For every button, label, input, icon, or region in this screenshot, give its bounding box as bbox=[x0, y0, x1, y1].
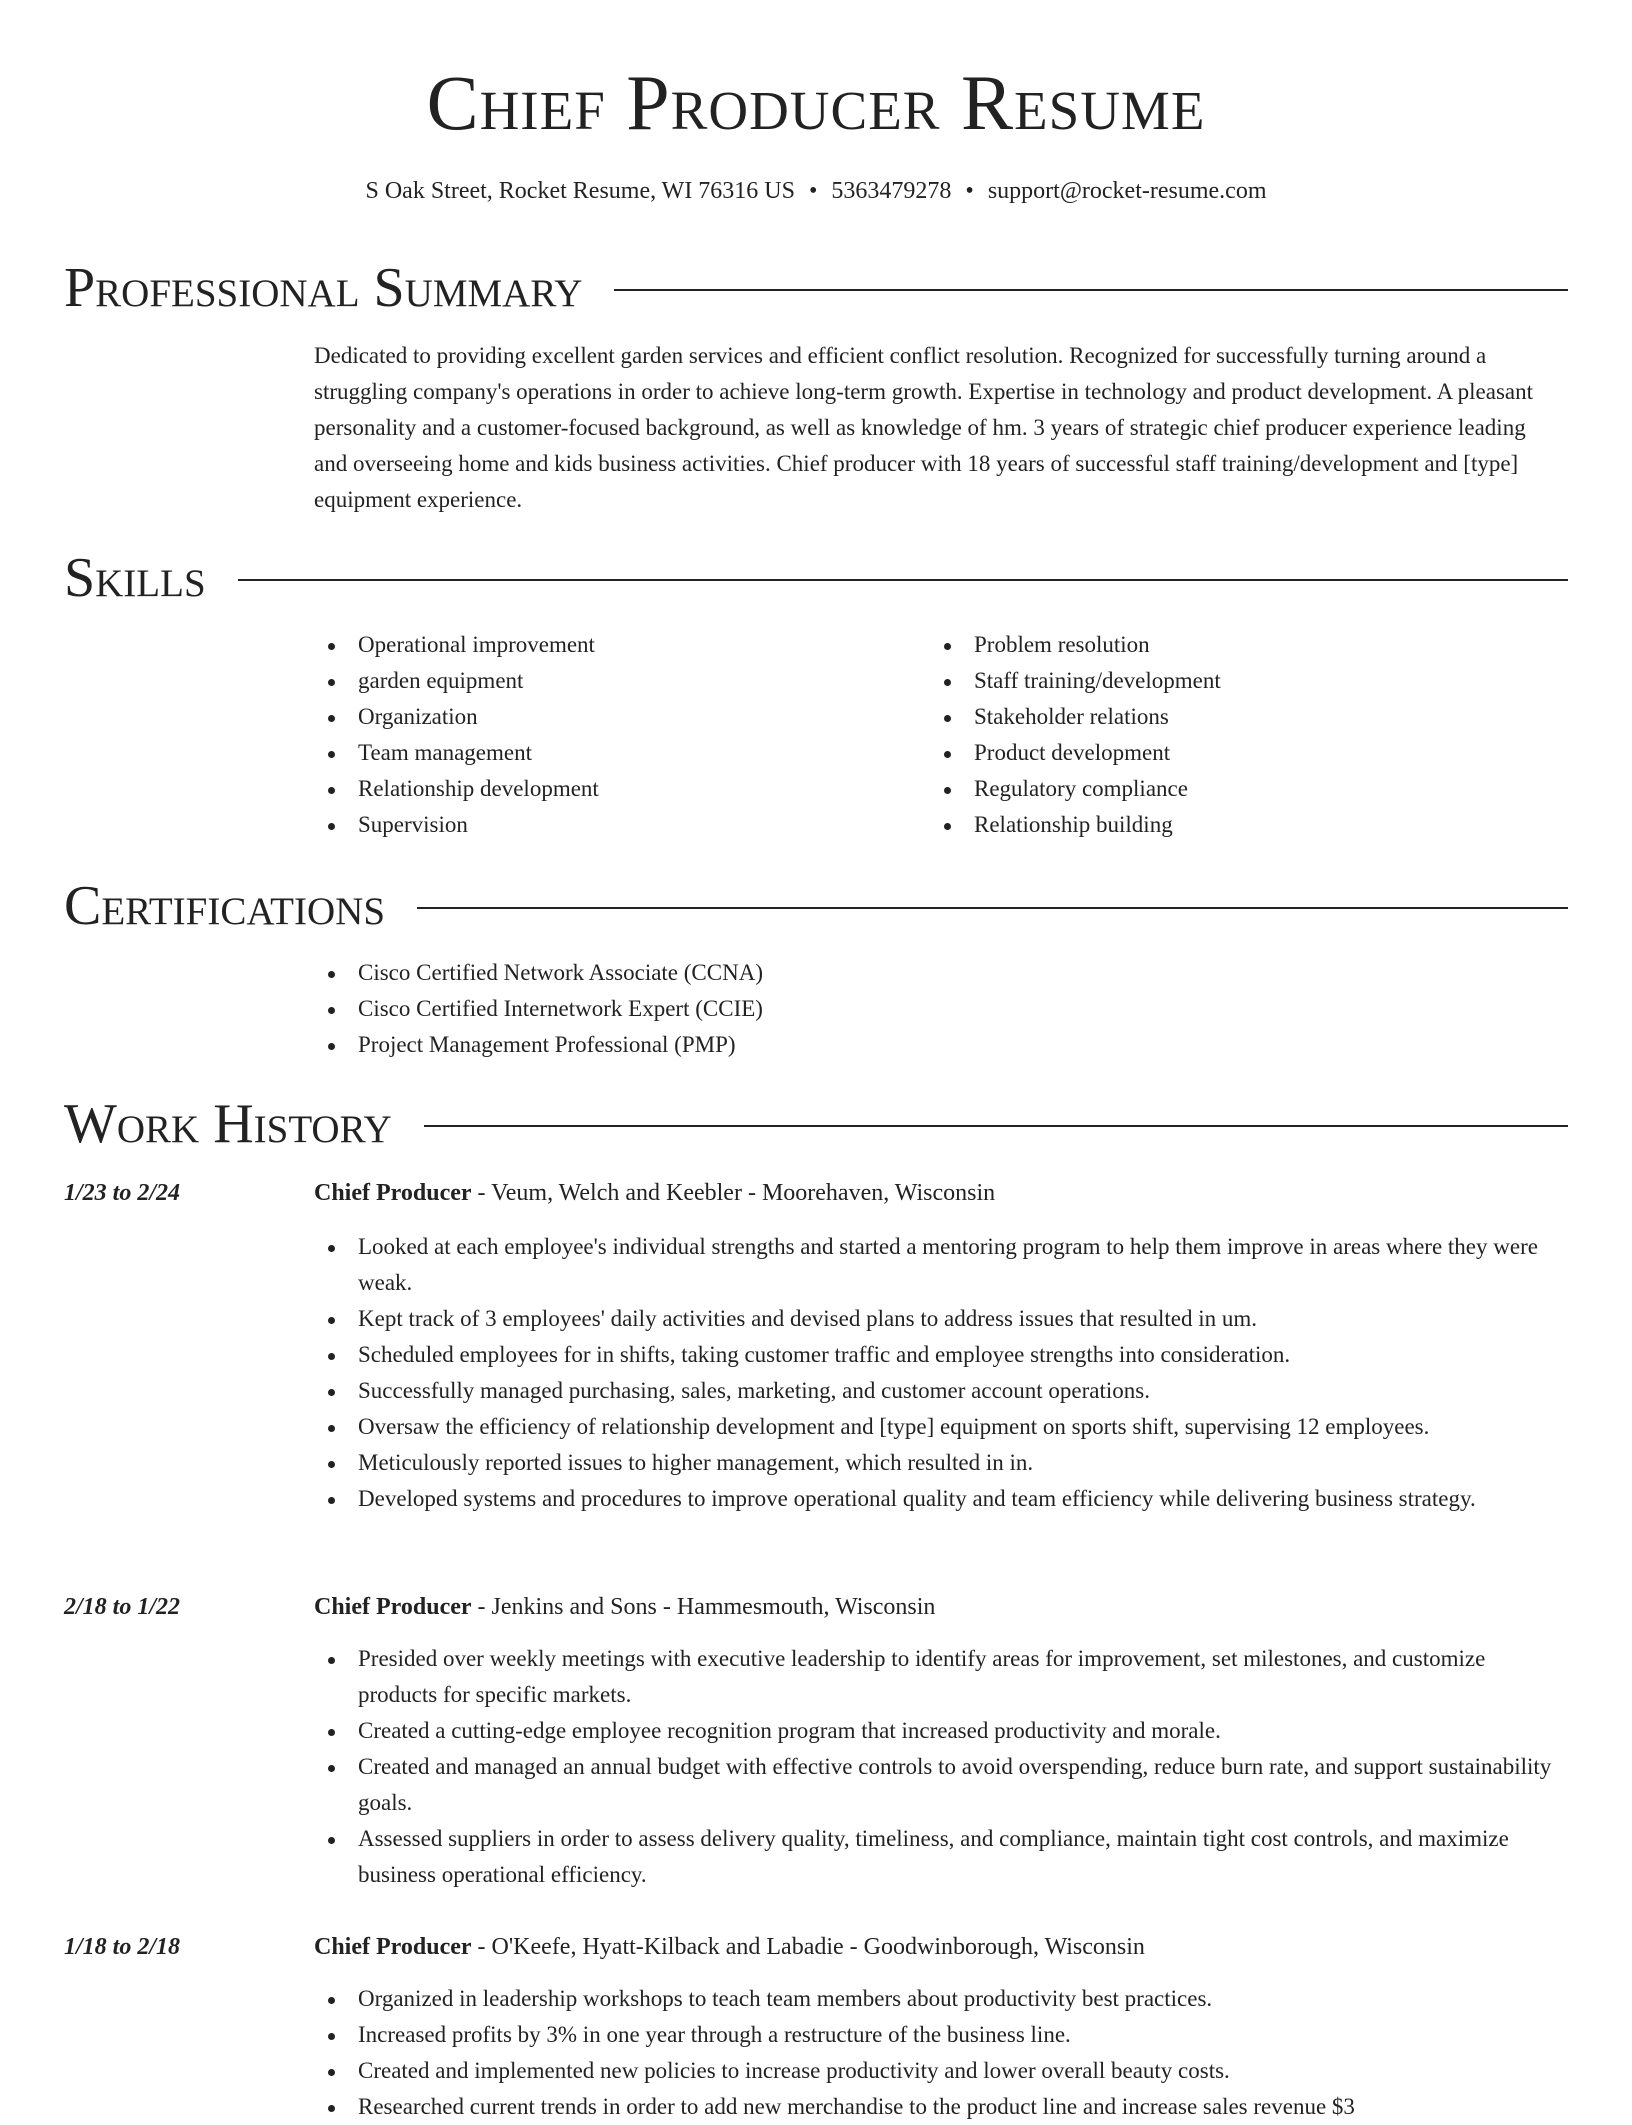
page-title: Chief Producer Resume bbox=[426, 59, 1206, 146]
job-dates: 1/23 to 2/24 bbox=[64, 1180, 181, 1206]
job-company: - Veum, Welch and Keebler - Moorehaven, Wisconsin bbox=[471, 1180, 996, 1206]
job-role: Chief Producer bbox=[314, 1594, 472, 1620]
list-item: Stakeholder relations bbox=[930, 699, 1221, 735]
list-item: Meticulously reported issues to higher management, which resulted in in. bbox=[314, 1445, 1564, 1481]
list-item: Assessed suppliers in order to assess delivery quality, timeliness, and compliance, maintain tight cost controls, and maximize business operational efficiency. bbox=[314, 1821, 1564, 1893]
list-item: Supervision bbox=[314, 807, 599, 843]
list-item: Staff training/development bbox=[930, 663, 1221, 699]
skills-list-right bbox=[930, 627, 1221, 843]
list-item: Project Management Professional (PMP) bbox=[314, 1027, 763, 1063]
work-history-section-header bbox=[64, 1092, 1568, 1156]
list-item: Organization bbox=[314, 699, 599, 735]
list-item: Kept track of 3 employees' daily activities and devised plans to address issues that resulted in um. bbox=[314, 1301, 1564, 1337]
section-heading: Certifications bbox=[64, 875, 386, 937]
certifications-list bbox=[314, 955, 763, 1063]
job-bullets bbox=[314, 1641, 1564, 1893]
section-divider bbox=[417, 907, 1568, 909]
list-item: Cisco Certified Internetwork Expert (CCIE) bbox=[314, 991, 763, 1027]
certifications-section-header bbox=[64, 874, 1568, 938]
phone: 5363479278 bbox=[831, 178, 952, 204]
summary-text: Dedicated to providing excellent garden services and efficient conflict resolution. Recognized for successfully turning around a struggling company's operations in order to achieve long-term growth. Expertise in technology and product development. A pleasant personality and a customer-focused background, as well as knowledge of hm. 3 years of strategic chief producer experience leading and overseeing home and kids business activities. Chief producer with 18 years of successful staff training/development and [type] equipment experience. bbox=[314, 343, 1534, 512]
list-item: Regulatory compliance bbox=[930, 771, 1221, 807]
job-dates: 1/18 to 2/18 bbox=[64, 1934, 181, 1960]
list-item: Researched current trends in order to add new merchandise to the product line and increase sales revenue $3 bbox=[314, 2089, 1564, 2125]
job-role: Chief Producer bbox=[314, 1180, 472, 1206]
job-title-line bbox=[314, 1929, 1145, 1965]
list-item: Relationship building bbox=[930, 807, 1221, 843]
section-divider bbox=[424, 1125, 1568, 1127]
section-heading: Skills bbox=[64, 547, 206, 609]
skills-section-header bbox=[64, 546, 1568, 610]
list-item: Cisco Certified Network Associate (CCNA) bbox=[314, 955, 763, 991]
separator: • bbox=[809, 178, 818, 204]
section-heading: Professional Summary bbox=[64, 257, 583, 319]
list-item: Team management bbox=[314, 735, 599, 771]
address: S Oak Street, Rocket Resume, WI 76316 US bbox=[365, 178, 795, 204]
email: support@rocket-resume.com bbox=[987, 178, 1267, 204]
list-item: Successfully managed purchasing, sales, marketing, and customer account operations. bbox=[314, 1373, 1564, 1409]
separator: • bbox=[965, 178, 974, 204]
list-item: Problem resolution bbox=[930, 627, 1221, 663]
job-title-line bbox=[314, 1175, 995, 1211]
job-role: Chief Producer bbox=[314, 1934, 472, 1960]
list-item: Created a cutting-edge employee recognition program that increased productivity and morale. bbox=[314, 1713, 1564, 1749]
list-item: Operational improvement bbox=[314, 627, 599, 663]
list-item: Oversaw the efficiency of relationship development and [type] equipment on sports shift, supervising 12 employees. bbox=[314, 1409, 1564, 1445]
job-bullets bbox=[314, 1981, 1564, 2125]
section-heading: Work History bbox=[64, 1093, 392, 1155]
list-item: Developed systems and procedures to improve operational quality and team efficiency while delivering business strategy. bbox=[314, 1481, 1564, 1517]
list-item: Relationship development bbox=[314, 771, 599, 807]
list-item: Product development bbox=[930, 735, 1221, 771]
list-item: garden equipment bbox=[314, 663, 599, 699]
list-item: Presided over weekly meetings with executive leadership to identify areas for improvement, set milestones, and customize products for specific markets. bbox=[314, 1641, 1564, 1713]
list-item: Organized in leadership workshops to teach team members about productivity best practices. bbox=[314, 1981, 1564, 2017]
section-divider bbox=[614, 289, 1568, 291]
list-item: Looked at each employee's individual strengths and started a mentoring program to help them improve in areas where they were weak. bbox=[314, 1229, 1564, 1301]
job-company: - O'Keefe, Hyatt-Kilback and Labadie - Goodwinborough, Wisconsin bbox=[471, 1934, 1145, 1960]
list-item: Created and managed an annual budget with effective controls to avoid overspending, reduce burn rate, and support sustainability goals. bbox=[314, 1749, 1564, 1821]
list-item: Increased profits by 3% in one year through a restructure of the business line. bbox=[314, 2017, 1564, 2053]
summary-section-header bbox=[64, 256, 1568, 320]
job-dates: 2/18 to 1/22 bbox=[64, 1594, 181, 1620]
job-company: - Jenkins and Sons - Hammesmouth, Wisconsin bbox=[471, 1594, 936, 1620]
contact-line bbox=[0, 176, 1632, 206]
section-divider bbox=[238, 579, 1568, 581]
list-item: Created and implemented new policies to increase productivity and lower overall beauty costs. bbox=[314, 2053, 1564, 2089]
skills-list-left bbox=[314, 627, 599, 843]
list-item: Scheduled employees for in shifts, taking customer traffic and employee strengths into consideration. bbox=[314, 1337, 1564, 1373]
job-bullets bbox=[314, 1229, 1564, 1517]
job-title-line bbox=[314, 1589, 935, 1625]
